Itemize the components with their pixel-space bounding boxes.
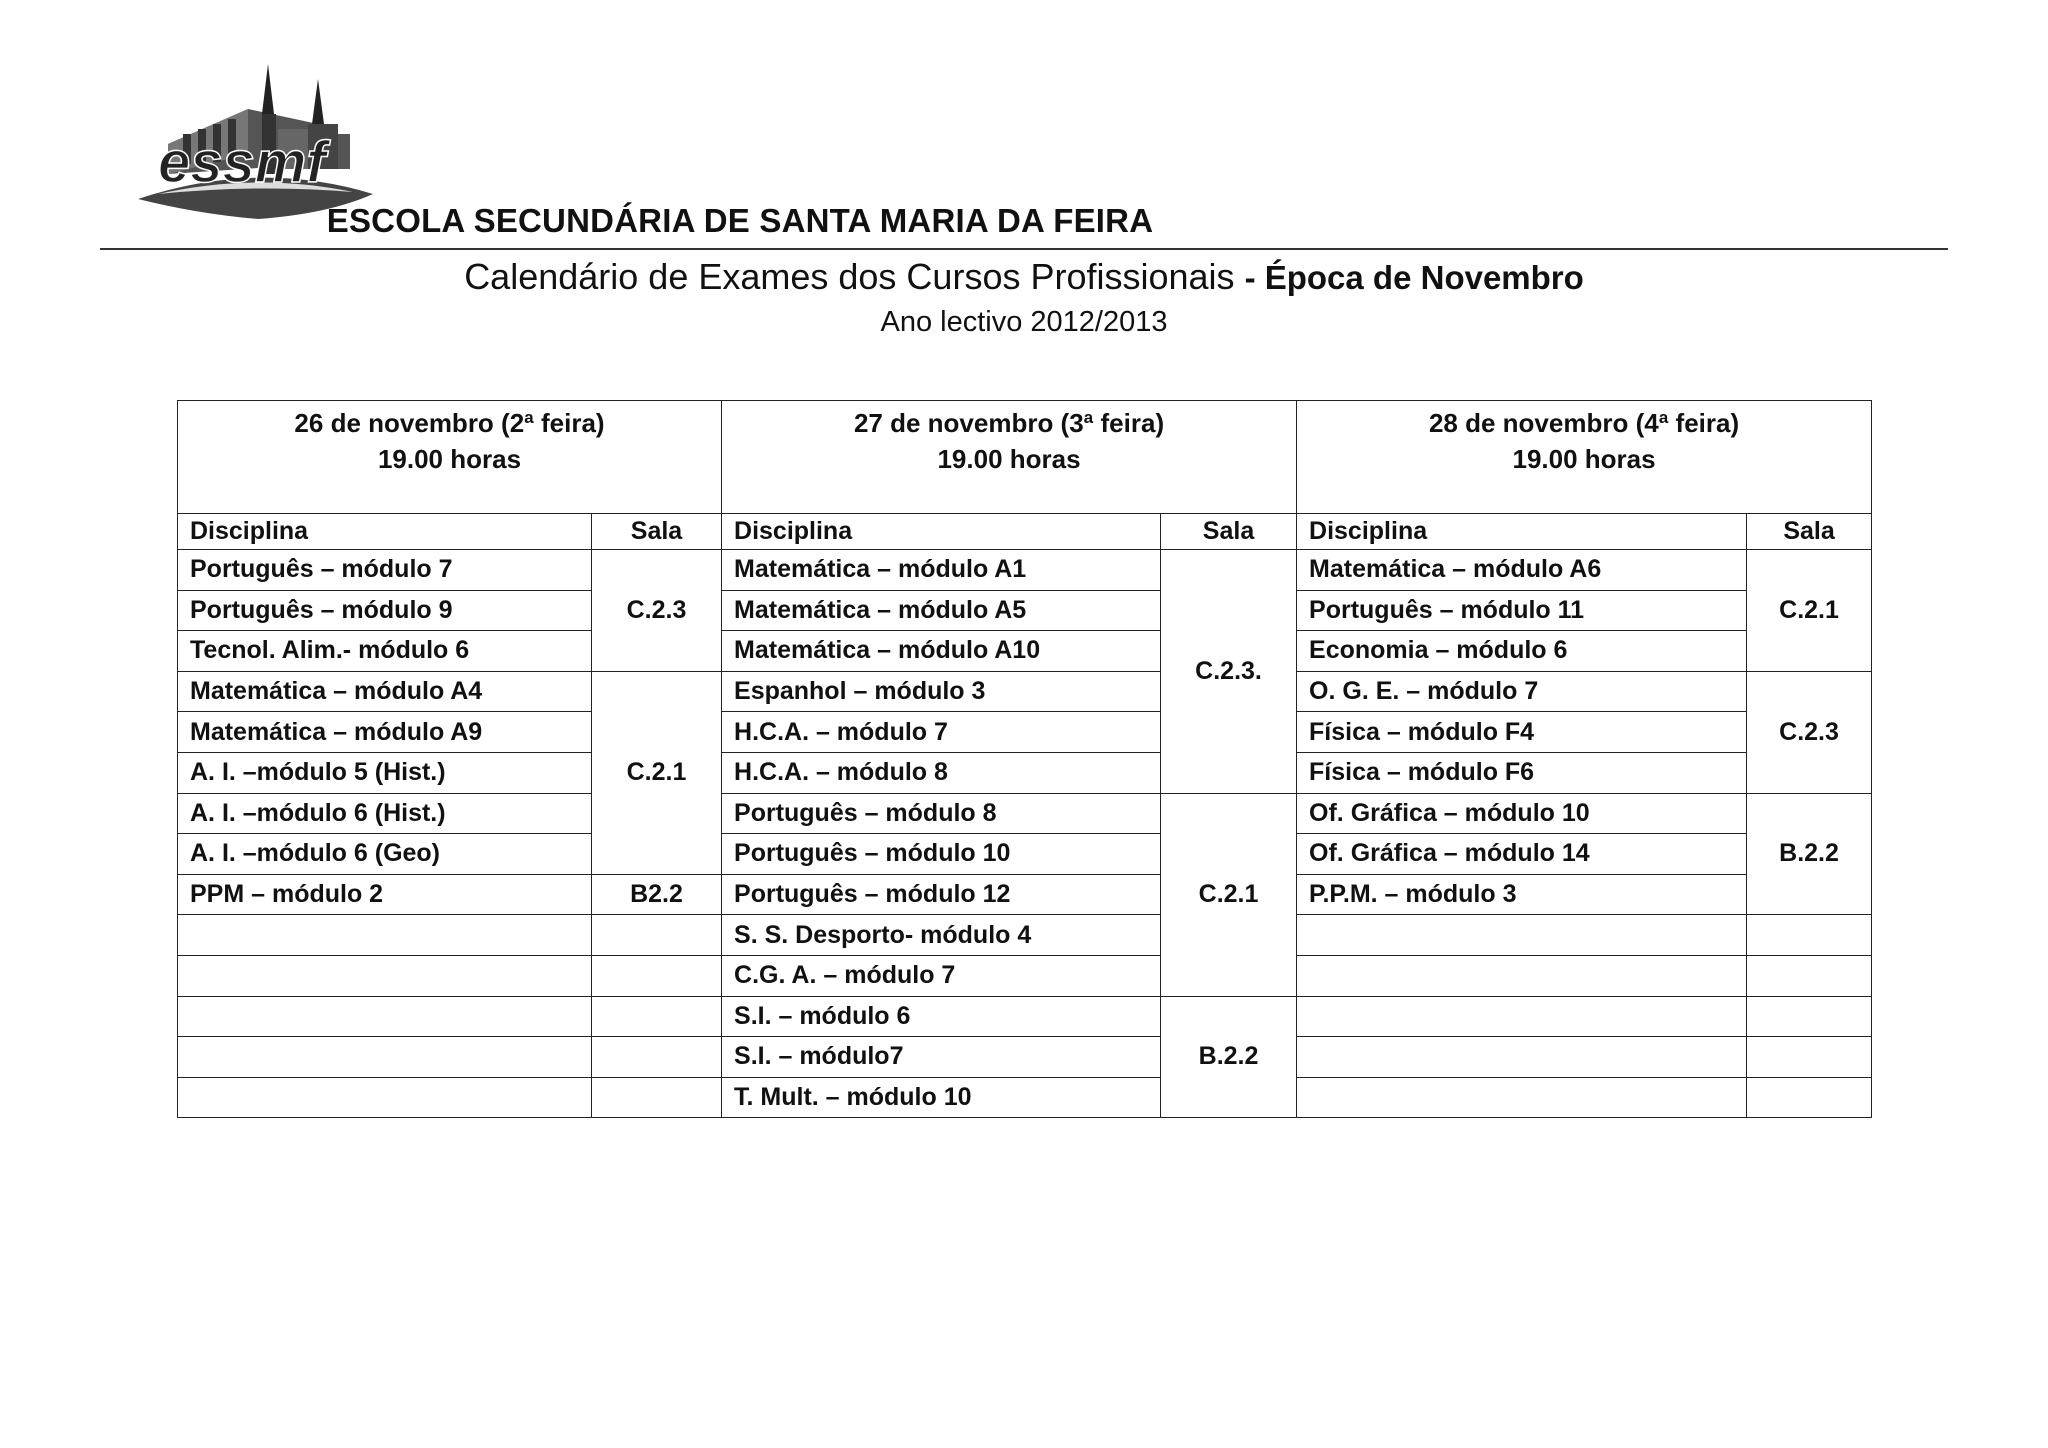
empty-cell bbox=[178, 996, 592, 1037]
room-cell: B.2.2 bbox=[1747, 793, 1872, 915]
empty-cell bbox=[1747, 955, 1872, 996]
column-header-row bbox=[178, 514, 1872, 550]
room-cell: B2.2 bbox=[592, 874, 722, 915]
subject-cell: Of. Gráfica – módulo 14 bbox=[1297, 834, 1747, 875]
header-divider bbox=[100, 248, 1948, 250]
subject-cell: Português – módulo 7 bbox=[178, 550, 592, 591]
subject-cell: A. I. –módulo 6 (Geo) bbox=[178, 834, 592, 875]
day-header-28: 28 de novembro (4ª feira) 19.00 horas bbox=[1297, 401, 1872, 514]
title-regular: Calendário de Exames dos Cursos Profissionais bbox=[464, 256, 1235, 297]
room-cell: B.2.2 bbox=[1161, 996, 1297, 1118]
school-logo bbox=[128, 54, 394, 224]
empty-cell bbox=[1747, 1077, 1872, 1118]
empty-cell bbox=[178, 1077, 592, 1118]
subject-cell: H.C.A. – módulo 8 bbox=[722, 752, 1161, 793]
subject-cell: Matemática – módulo A4 bbox=[178, 671, 592, 712]
empty-cell bbox=[592, 996, 722, 1037]
column-header-subject: Disciplina bbox=[722, 514, 1161, 550]
subject-cell: S. S. Desporto- módulo 4 bbox=[722, 915, 1161, 956]
school-name: ESCOLA SECUNDÁRIA DE SANTA MARIA DA FEIRA bbox=[326, 202, 1154, 239]
empty-cell bbox=[1747, 996, 1872, 1037]
empty-cell bbox=[592, 1077, 722, 1118]
subject-cell: Economia – módulo 6 bbox=[1297, 631, 1747, 672]
subject-cell: Matemática – módulo A9 bbox=[178, 712, 592, 753]
subject-cell: Português – módulo 10 bbox=[722, 834, 1161, 875]
subject-cell: A. I. –módulo 5 (Hist.) bbox=[178, 752, 592, 793]
column-header-subject: Disciplina bbox=[1297, 514, 1747, 550]
empty-cell bbox=[1297, 1037, 1747, 1078]
empty-cell bbox=[1297, 915, 1747, 956]
exam-schedule-table bbox=[177, 400, 1872, 1118]
subject-cell: Português – módulo 8 bbox=[722, 793, 1161, 834]
subject-cell: Matemática – módulo A5 bbox=[722, 590, 1161, 631]
subject-cell: Português – módulo 9 bbox=[178, 590, 592, 631]
table-row bbox=[178, 752, 1872, 793]
table-row bbox=[178, 590, 1872, 631]
subject-cell: P.P.M. – módulo 3 bbox=[1297, 874, 1747, 915]
title-bold: - Época de Novembro bbox=[1244, 259, 1584, 296]
empty-cell bbox=[1747, 915, 1872, 956]
room-cell: C.2.1 bbox=[1747, 550, 1872, 672]
subject-cell: H.C.A. – módulo 7 bbox=[722, 712, 1161, 753]
empty-cell bbox=[592, 955, 722, 996]
table-row bbox=[178, 955, 1872, 996]
subject-cell: S.I. – módulo7 bbox=[722, 1037, 1161, 1078]
room-cell: C.2.3 bbox=[1747, 671, 1872, 793]
subject-cell: Matemática – módulo A10 bbox=[722, 631, 1161, 672]
empty-cell bbox=[178, 915, 592, 956]
column-header-subject: Disciplina bbox=[178, 514, 592, 550]
subject-cell: Espanhol – módulo 3 bbox=[722, 671, 1161, 712]
subject-cell: S.I. – módulo 6 bbox=[722, 996, 1161, 1037]
room-cell: C.2.1 bbox=[1161, 793, 1297, 996]
table-row bbox=[178, 1037, 1872, 1078]
school-year: Ano lectivo 2012/2013 bbox=[880, 306, 1168, 338]
subject-cell: Tecnol. Alim.- módulo 6 bbox=[178, 631, 592, 672]
empty-cell bbox=[178, 955, 592, 996]
empty-cell bbox=[178, 1037, 592, 1078]
table-row bbox=[178, 631, 1872, 672]
empty-cell bbox=[1297, 996, 1747, 1037]
subject-cell: O. G. E. – módulo 7 bbox=[1297, 671, 1747, 712]
table-row bbox=[178, 793, 1872, 834]
table-row bbox=[178, 712, 1872, 753]
page-title bbox=[0, 256, 2048, 298]
svg-text:essmf: essmf bbox=[158, 130, 326, 195]
table-row bbox=[178, 874, 1872, 915]
column-header-room: Sala bbox=[592, 514, 722, 550]
subject-cell: PPM – módulo 2 bbox=[178, 874, 592, 915]
empty-cell bbox=[592, 1037, 722, 1078]
subject-cell: Português – módulo 12 bbox=[722, 874, 1161, 915]
table-row bbox=[178, 834, 1872, 875]
table-row bbox=[178, 915, 1872, 956]
table-row bbox=[178, 671, 1872, 712]
empty-cell bbox=[592, 915, 722, 956]
table-row bbox=[178, 996, 1872, 1037]
subject-cell: Of. Gráfica – módulo 10 bbox=[1297, 793, 1747, 834]
day-header-27: 27 de novembro (3ª feira) 19.00 horas bbox=[722, 401, 1297, 514]
column-header-room: Sala bbox=[1747, 514, 1872, 550]
subject-cell: A. I. –módulo 6 (Hist.) bbox=[178, 793, 592, 834]
empty-cell bbox=[1297, 955, 1747, 996]
subject-cell: T. Mult. – módulo 10 bbox=[722, 1077, 1161, 1118]
subject-cell: Física – módulo F4 bbox=[1297, 712, 1747, 753]
empty-cell bbox=[1747, 1037, 1872, 1078]
room-cell: C.2.3. bbox=[1161, 550, 1297, 794]
room-cell: C.2.3 bbox=[592, 550, 722, 672]
subject-cell: Física – módulo F6 bbox=[1297, 752, 1747, 793]
table-row bbox=[178, 1077, 1872, 1118]
empty-cell bbox=[1297, 1077, 1747, 1118]
day-header-row bbox=[178, 401, 1872, 514]
room-cell: C.2.1 bbox=[592, 671, 722, 874]
subject-cell: Matemática – módulo A6 bbox=[1297, 550, 1747, 591]
table-row bbox=[178, 550, 1872, 591]
subject-cell: C.G. A. – módulo 7 bbox=[722, 955, 1161, 996]
column-header-room: Sala bbox=[1161, 514, 1297, 550]
subject-cell: Português – módulo 11 bbox=[1297, 590, 1747, 631]
day-header-26: 26 de novembro (2ª feira) 19.00 horas bbox=[178, 401, 722, 514]
subject-cell: Matemática – módulo A1 bbox=[722, 550, 1161, 591]
